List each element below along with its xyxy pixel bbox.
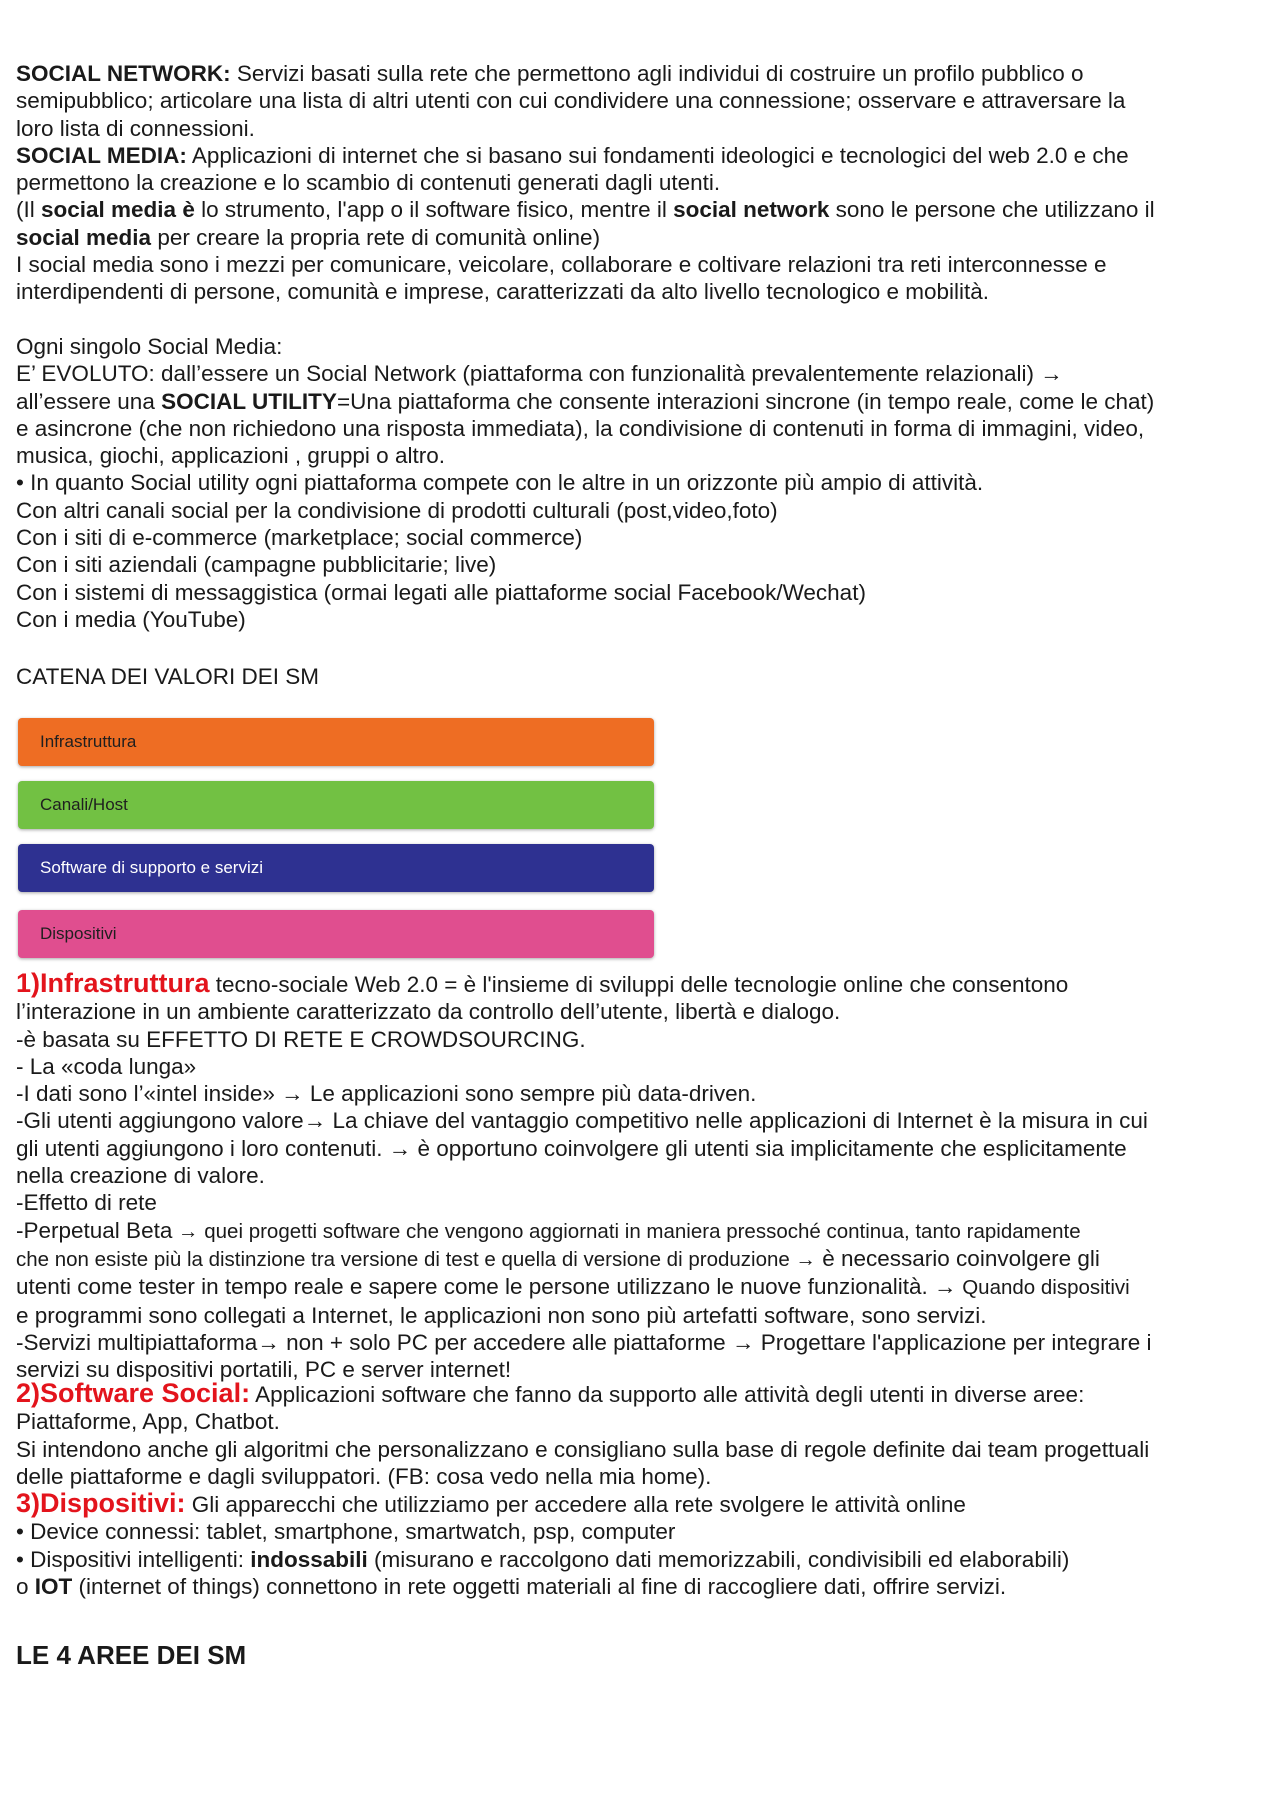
evolution-line-8: Con i siti di e-commerce (marketplace; social commerce): [16, 525, 583, 551]
social-network-term: SOCIAL NETWORK:: [16, 61, 231, 86]
chain-bar-infrastruttura: [18, 718, 654, 766]
perpetual-beta-label: -Perpetual Beta: [16, 1217, 173, 1243]
paren-text-c: lo strumento, l'app o il software fisico, mentre il: [194, 197, 674, 223]
infra-line-6: -Gli utenti aggiungono valore→ La chiave del vantaggio competitivo nelle applicazioni di Internet è la misura in cui: [16, 1108, 1148, 1134]
chain-label-software: Software di supporto e servizi: [40, 858, 263, 877]
chain-bar-canali-host: [18, 781, 654, 829]
social-network-line-3: loro lista di connessioni.: [16, 115, 255, 141]
infra-line-4: - La «coda lunga»: [16, 1053, 197, 1079]
paren-bold-social-media: social media è: [41, 197, 195, 223]
social-network-line-1: [16, 60, 1252, 87]
disp-text-4c: (internet of things) connettono in rete oggetti materiali al fine di raccogliere dati, offrire servizi.: [72, 1573, 1007, 1599]
evolution-line-11: Con i media (YouTube): [16, 606, 246, 632]
evolution-text-c: =Una piattaforma che consente interazioni sincrone (in tempo reale, come le chat): [336, 388, 1155, 414]
chain-bar-dispositivi: [18, 910, 654, 958]
paren-bold-social-network: social network: [673, 197, 830, 223]
paren-bold-social-media-2: social media: [16, 224, 152, 250]
chain-bar-software: [18, 844, 654, 892]
evolution-line-6: • In quanto Social utility ogni piattaforma compete con le altre in un orizzonte più ampio di attività.: [16, 470, 984, 496]
infra-text-12b: Quando dispositivi: [956, 1276, 1130, 1300]
evolution-line-2: E’ EVOLUTO: dall’essere un Social Network (piattaforma con funzionalità prevalentemente relazionali) →: [16, 361, 1063, 387]
social-media-text: Applicazioni di internet che si basano sui fondamenti ideologici e tecnologici del web 2.0 e che: [186, 142, 1129, 168]
infra-line-3: -è basata su EFFETTO DI RETE E CROWDSOURCING.: [16, 1026, 586, 1052]
disp-text-1: Gli apparecchi che utilizziamo per accedere alla rete svolgere le attività online: [185, 1492, 966, 1517]
disp-text-3c: (misurano e raccolgono dati memorizzabili, condivisibili ed elaborabili): [367, 1546, 1070, 1572]
evolution-section: [16, 333, 1252, 633]
infra-line-5: -I dati sono l’«intel inside» → Le applicazioni sono sempre più data-driven.: [16, 1081, 757, 1107]
infra-text-11a: che non esiste più la distinzione tra versione di test e quella di versione di produzione →: [16, 1247, 816, 1271]
paren-text-a: (Il: [16, 197, 41, 223]
evolution-text-a: all’essere una: [16, 388, 162, 414]
evolution-line-7: Con altri canali social per la condivisione di prodotti culturali (post,video,foto): [16, 497, 778, 523]
infra-text-1: tecno-sociale Web 2.0 = è l'insieme di sviluppi delle tecnologie online che consentono: [209, 972, 1069, 997]
evolution-line-1: Ogni singolo Social Media:: [16, 334, 283, 359]
chain-label-canali-host: Canali/Host: [40, 795, 128, 814]
parenthesis-line-1: [16, 196, 1252, 223]
infrastruttura-heading: 1)Infrastruttura: [16, 968, 210, 998]
infra-line-11: [16, 1245, 1252, 1273]
soft-line-4: delle piattaforme e dagli sviluppatori. (FB: cosa vedo nella mia home).: [16, 1463, 712, 1489]
paren-text-e: sono le persone che utilizzano il: [829, 197, 1155, 223]
software-section: [16, 1380, 1252, 1490]
infra-text-12a: utenti come tester in tempo reale e sapere come le persone utilizzano le nuove funzionalità. →: [16, 1274, 957, 1300]
infra-line-15: servizi su dispositivi portatili, PC e server internet!: [16, 1357, 512, 1383]
iot-term: IOT: [34, 1573, 73, 1599]
disp-line-2: • Device connessi: tablet, smartphone, smartwatch, psp, computer: [16, 1519, 676, 1545]
infra-text-11b: è necessario coinvolgere gli: [815, 1245, 1100, 1271]
evolution-line-5: musica, giochi, applicazioni , gruppi o altro.: [16, 443, 445, 469]
soft-line-2: Piattaforme, App, Chatbot.: [16, 1409, 280, 1435]
infra-line-7: gli utenti aggiungono i loro contenuti. → è opportuno coinvolgere gli utenti sia implicitamente che esplicitamente: [16, 1135, 1127, 1161]
disp-line-4: [16, 1573, 1252, 1600]
disp-line-1: [16, 1490, 1252, 1518]
mezzi-line-1: I social media sono i mezzi per comunicare, veicolare, collaborare e coltivare relazioni tra reti interconnesse e: [16, 252, 1107, 278]
evolution-line-3: [16, 388, 1252, 415]
evolution-line-9: Con i siti aziendali (campagne pubblicitarie; live): [16, 552, 497, 578]
infra-line-14: -Servizi multipiattaforma→ non + solo PC per accedere alle piattaforme → Progettare l'applicazione per integrare i: [16, 1329, 1152, 1355]
dispositivi-section: [16, 1490, 1252, 1600]
soft-line-1: [16, 1380, 1252, 1408]
disp-text-4a: o: [16, 1573, 35, 1599]
infra-line-9: -Effetto di rete: [16, 1190, 157, 1216]
social-network-text: Servizi basati sulla rete che permettono agli individui di costruire un profilo pubblico o: [230, 61, 1084, 86]
evolution-line-10: Con i sistemi di messaggistica (ormai legati alle piattaforme social Facebook/Wechat): [16, 579, 866, 605]
aree-heading: LE 4 AREE DEI SM: [16, 1640, 247, 1670]
social-media-line-2: permettono la creazione e lo scambio di contenuti generati dagli utenti.: [16, 170, 721, 196]
disp-line-3: [16, 1546, 1252, 1573]
social-media-line-1: [16, 142, 1252, 169]
chain-label-dispositivi: Dispositivi: [40, 924, 117, 943]
evolution-line-4: e asincrone (che non richiedono una risposta immediata), la condivisione di contenuti in forma di immagini, video,: [16, 415, 1145, 441]
soft-text-1: Applicazioni software che fanno da supporto alle attività degli utenti in diverse aree:: [250, 1382, 1085, 1407]
social-utility-term: SOCIAL UTILITY: [161, 388, 337, 414]
infra-line-2: l’interazione in un ambiente caratterizzato da controllo dell’utente, libertà e dialogo.: [16, 999, 841, 1025]
indossabili-term: indossabili: [250, 1546, 368, 1572]
social-network-line-2: semipubblico; articolare una lista di altri utenti con cui condividere una connessione; osservare e attraversare la: [16, 88, 1126, 114]
parenthesis-line-2: [16, 224, 1252, 251]
soft-line-3: Si intendono anche gli algoritmi che personalizzano e consigliano sulla base di regole definite dai team progettuali: [16, 1436, 1150, 1462]
dispositivi-heading: 3)Dispositivi:: [16, 1488, 186, 1518]
infra-line-8: nella creazione di valore.: [16, 1163, 265, 1189]
mezzi-line-2: interdipendenti di persone, comunità e imprese, caratterizzati da alto livello tecnologico e mobilità.: [16, 279, 990, 305]
paren-text-g: per creare la propria rete di comunità online): [151, 224, 601, 250]
definitions-section: [16, 60, 1252, 306]
software-heading: 2)Software Social:: [16, 1378, 251, 1408]
disp-text-3a: • Dispositivi intelligenti:: [16, 1546, 251, 1572]
chain-label-infrastruttura: Infrastruttura: [40, 732, 137, 751]
infrastruttura-section: [16, 970, 1252, 1383]
infra-line-1: [16, 970, 1252, 998]
social-media-term: SOCIAL MEDIA:: [16, 142, 187, 168]
infra-line-13: e programmi sono collegati a Internet, le applicazioni non sono più artefatti software, sono servizi.: [16, 1302, 987, 1328]
catena-title: CATENA DEI VALORI DEI SM: [16, 664, 319, 689]
perpetual-beta-text: → quei progetti software che vengono aggiornati in maniera pressoché continua, tanto rapidamente: [172, 1219, 1081, 1243]
infra-line-12: [16, 1273, 1252, 1301]
infra-line-10: [16, 1217, 1252, 1245]
